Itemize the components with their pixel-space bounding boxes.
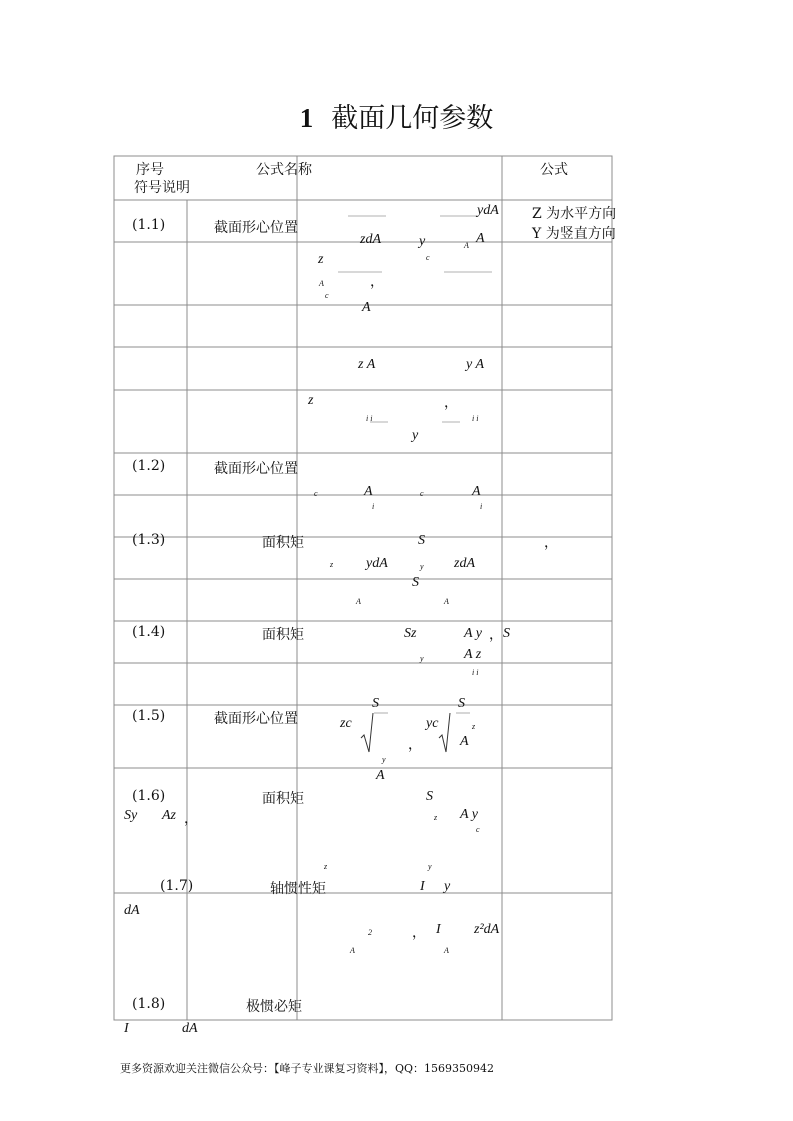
- formula-text: y A: [466, 357, 485, 372]
- formula-sub: z: [324, 862, 328, 871]
- formula-text: ydA: [477, 203, 499, 218]
- formula-text: A: [460, 734, 469, 749]
- header-formula: 公式: [540, 162, 568, 178]
- title-number: 1: [299, 103, 314, 133]
- formula-sub: c: [426, 253, 430, 262]
- formula-sub: A: [464, 241, 469, 250]
- formula-text: S: [503, 626, 510, 641]
- row-id: (1.4): [132, 624, 166, 640]
- formula-sub: A: [350, 946, 355, 955]
- desc-line-1: Z 为水平方向: [532, 206, 617, 222]
- formula-sub: z: [434, 813, 438, 822]
- formula-text: I: [124, 1021, 129, 1036]
- formula-text: yc: [426, 716, 439, 731]
- formula-text: dA: [182, 1021, 198, 1036]
- formula-sub: c: [325, 291, 329, 300]
- row-id: (1.5): [132, 708, 166, 724]
- formula-text: S: [458, 696, 465, 711]
- formula-sub: A: [444, 946, 449, 955]
- formula-text: y: [419, 234, 426, 249]
- formula-text: A: [376, 768, 385, 783]
- formula-text: S: [418, 533, 425, 548]
- formula-text: z: [318, 252, 324, 267]
- formula-sub: i: [372, 502, 375, 511]
- row-id: (1.2): [132, 458, 166, 474]
- formula-text: z²dA: [474, 922, 500, 937]
- row-id: (1.6): [132, 788, 166, 804]
- formula-sub: A: [356, 597, 361, 606]
- formula-text: zdA: [454, 556, 475, 571]
- formula-text: Sz: [404, 626, 417, 641]
- formula-sub: i i: [472, 414, 479, 423]
- row-name: 面积矩: [262, 791, 304, 807]
- formula-text: dA: [124, 903, 140, 918]
- row-id: (1.8): [132, 996, 166, 1012]
- formula-text: A y: [464, 626, 483, 641]
- formula-text: Az: [162, 808, 176, 823]
- page-title: [0, 96, 793, 135]
- formula-comma: ，: [444, 395, 458, 411]
- row-name: 截面形心位置: [214, 461, 298, 477]
- formula-sub: i i: [472, 668, 479, 677]
- row-name: 面积矩: [262, 535, 304, 551]
- row-name: 极惯必矩: [246, 999, 302, 1015]
- formula-sub: y: [428, 862, 432, 871]
- formula-sub: A: [319, 279, 324, 288]
- formula-sub: y: [382, 755, 386, 764]
- formula-text: A: [364, 484, 373, 499]
- formula-sub: y: [420, 562, 424, 571]
- formula-text: y: [444, 879, 451, 894]
- formula-text: S: [426, 789, 433, 804]
- formula-comma: ，: [408, 737, 422, 753]
- formula-sub: z: [330, 560, 334, 569]
- formula-text: Sy: [124, 808, 138, 823]
- formula-sub: c: [476, 825, 480, 834]
- row-id: (1.3): [132, 532, 166, 548]
- footer-note: 更多资源欢迎关注微信公众号：【峰子专业课复习资料】，QQ：1569350942: [120, 1062, 495, 1075]
- formula-text: ydA: [366, 556, 388, 571]
- formula-sub: A: [444, 597, 449, 606]
- formula-text: A z: [464, 647, 482, 662]
- formula-text: A: [472, 484, 481, 499]
- row-id: (1.7): [160, 878, 194, 894]
- header-seq: 序号: [136, 162, 164, 178]
- formula-text: I: [420, 879, 425, 894]
- desc-line-2: Y 为竖直方向: [532, 226, 616, 242]
- row-name: 截面形心位置: [214, 220, 298, 236]
- row-name: 截面形心位置: [214, 711, 298, 727]
- formula-comma: ，: [412, 925, 426, 941]
- formula-sub: i i: [366, 414, 373, 423]
- header-desc: 符号说明: [134, 180, 190, 196]
- formula-sub: i: [480, 502, 483, 511]
- formula-text: A: [362, 300, 371, 315]
- header-name: 公式名称: [256, 162, 312, 178]
- formula-sub: c: [420, 489, 424, 498]
- row-name: 面积矩: [262, 627, 304, 643]
- formula-text: z A: [358, 357, 376, 372]
- formula-text: zdA: [360, 232, 381, 247]
- formula-text: y: [412, 428, 419, 443]
- row-id: (1.1): [132, 217, 166, 233]
- formula-sub: c: [314, 489, 318, 498]
- formula-text: A: [476, 231, 485, 246]
- formula-sub: z: [472, 722, 476, 731]
- formula-sub: y: [420, 654, 424, 663]
- formula-text: zc: [340, 716, 352, 731]
- formula-text: A y: [460, 807, 479, 822]
- formula-text: I: [436, 922, 441, 937]
- formula-comma: ，: [184, 811, 198, 827]
- formula-comma: ，: [489, 627, 503, 643]
- formula-text: S: [412, 575, 419, 590]
- formula-text: S: [372, 696, 379, 711]
- formula-sub: 2: [368, 928, 372, 937]
- formula-text: z: [308, 393, 314, 408]
- row-name: 轴惯性矩: [270, 881, 326, 897]
- formula-comma: ，: [544, 535, 558, 551]
- formula-comma: ，: [370, 274, 384, 290]
- title-text: 截面几何参数: [331, 103, 494, 134]
